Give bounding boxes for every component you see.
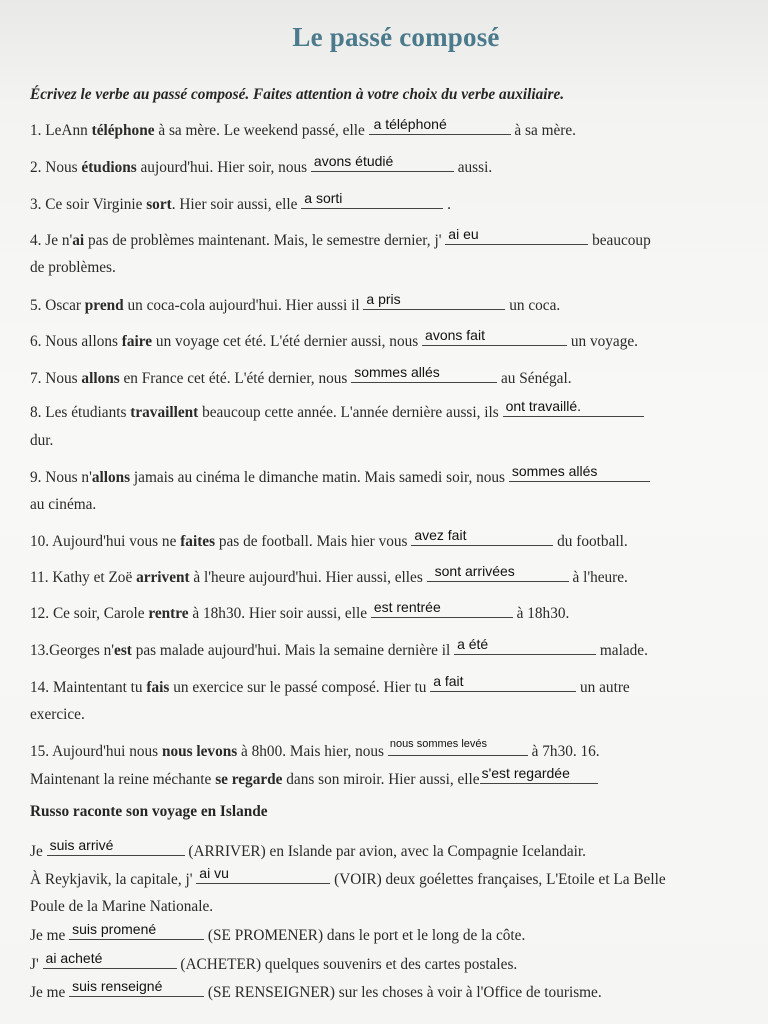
- answer-blank[interactable]: [454, 636, 596, 655]
- answer-blank[interactable]: [371, 599, 513, 618]
- answer-text[interactable]: avons fait: [425, 327, 485, 343]
- story-line-5: Je me suis renseigné (SE RENSEIGNER) sur les choses à voir à l'Office de tourisme.: [30, 978, 602, 1001]
- answer-blank[interactable]: [509, 463, 650, 482]
- answer-text[interactable]: ai eu: [448, 226, 479, 242]
- exercise-item-16: Maintenant la reine méchante se regarde dans son miroir. Hier aussi, elle s'est regardée: [30, 769, 760, 790]
- answer-blank[interactable]: [196, 865, 330, 884]
- exercise-item-5: 5. Oscar prend un coca-cola aujourd'hui. Hier aussi il a pris un coca.: [30, 291, 561, 314]
- answer-text[interactable]: s'est regardée: [481, 765, 570, 781]
- answer-blank[interactable]: [311, 153, 454, 172]
- exercise-item-6: 6. Nous allons faire un voyage cet été. L'été dernier aussi, nous avons fait un voyage.: [30, 327, 638, 350]
- answer-blank[interactable]: [69, 978, 204, 997]
- exercise-item-2: 2. Nous étudions aujourd'hui. Hier soir, nous avons étudié aussi.: [30, 153, 493, 176]
- exercise-item-1: 1. LeAnn téléphone à sa mère. Le weekend passé, elle a téléphoné à sa mère.: [30, 116, 576, 139]
- answer-text[interactable]: ai acheté: [45, 950, 103, 966]
- answer-blank[interactable]: [427, 563, 569, 582]
- answer-text[interactable]: suis renseigné: [72, 978, 163, 994]
- story-line-2-continued: Poule de la Marine Nationale.: [30, 898, 214, 915]
- exercise-item-14-continued: exercice.: [30, 706, 85, 723]
- answer-text[interactable]: a été: [457, 636, 489, 652]
- story-line-4: J' ai acheté (ACHETER) quelques souvenirs et des cartes postales.: [30, 950, 518, 973]
- answer-blank[interactable]: [43, 950, 177, 969]
- exercise-item-8: 8. Les étudiants travaillent beaucoup cette année. L'année dernière aussi, ils ont travaillé.: [30, 402, 760, 423]
- answer-text[interactable]: suis promené: [72, 921, 157, 937]
- answer-text[interactable]: sommes allés: [354, 364, 440, 380]
- exercise-item-8-continued: dur.: [30, 432, 54, 449]
- answer-text[interactable]: avons étudié: [313, 153, 394, 169]
- answer-text[interactable]: ai vu: [199, 865, 229, 881]
- answer-blank[interactable]: [480, 765, 598, 784]
- exercise-item-9: 9. Nous n'allons jamais au cinéma le dimanche matin. Mais samedi soir, nous sommes allés: [30, 467, 760, 488]
- story-line-3: Je me suis promené (SE PROMENER) dans le port et le long de la côte.: [30, 921, 526, 944]
- answer-blank[interactable]: [503, 398, 644, 417]
- verb: ai: [72, 232, 85, 249]
- section-title: Russo raconte son voyage en Islande: [30, 803, 268, 820]
- answer-blank[interactable]: [69, 921, 204, 940]
- answer-text[interactable]: avez fait: [414, 527, 467, 543]
- verb: nous levons: [161, 743, 238, 760]
- answer-text[interactable]: nous sommes levés: [389, 738, 488, 750]
- verb: faites: [180, 533, 216, 550]
- verb: sort: [146, 196, 172, 213]
- verb: est: [114, 642, 132, 659]
- answer-blank[interactable]: [411, 527, 553, 546]
- answer-text[interactable]: a téléphoné: [373, 116, 447, 132]
- exercise-item-3: 3. Ce soir Virginie sort. Hier soir aussi, elle a sorti .: [30, 190, 451, 213]
- answer-text[interactable]: a fait: [433, 673, 464, 689]
- exercise-item-4: 4. Je n'ai pas de problèmes maintenant. Mais, le semestre dernier, j' ai eu beaucoup: [30, 226, 651, 249]
- exercise-item-9-continued: au cinéma.: [30, 496, 97, 513]
- verb: rentre: [148, 605, 189, 622]
- verb: fais: [146, 679, 170, 696]
- exercise-item-15: 15. Aujourd'hui nous nous levons à 8h00. Mais hier, nous nous sommes levés à 7h30. 16.: [30, 738, 600, 760]
- exercise-item-4-continued: de problèmes.: [30, 259, 116, 276]
- verb: faire: [121, 333, 153, 350]
- answer-text[interactable]: ont travaillé.: [505, 398, 582, 414]
- page-title: Le passé composé: [292, 22, 500, 52]
- answer-text[interactable]: a sorti: [304, 190, 343, 206]
- exercise-item-13: 13.Georges n'est pas malade aujourd'hui. Mais la semaine dernière il a été malade.: [30, 636, 648, 659]
- instructions: Écrivez le verbe au passé composé. Faites attention à votre choix du verbe auxiliaire.: [30, 86, 565, 103]
- answer-blank[interactable]: [351, 364, 497, 383]
- exercise-item-10: 10. Aujourd'hui vous ne faites pas de football. Mais hier vous avez fait du football.: [30, 527, 628, 550]
- answer-blank[interactable]: [47, 837, 185, 856]
- verb: travaillent: [130, 404, 199, 421]
- answer-blank[interactable]: [388, 738, 528, 756]
- story-line-2: À Reykjavik, la capitale, j' ai vu (VOIR) deux goélettes françaises, L'Etoile et La Belle: [30, 865, 666, 888]
- answer-blank[interactable]: [422, 327, 567, 346]
- verb: allons: [91, 469, 131, 486]
- answer-text[interactable]: a pris: [366, 291, 401, 307]
- answer-blank[interactable]: [430, 673, 576, 692]
- exercise-item-7: 7. Nous allons en France cet été. L'été dernier, nous sommes allés au Sénégal.: [30, 364, 572, 387]
- answer-text[interactable]: sont arrivées: [434, 563, 515, 579]
- answer-blank[interactable]: [445, 226, 588, 245]
- answer-blank[interactable]: [363, 291, 505, 310]
- verb: étudions: [81, 159, 137, 176]
- exercise-item-12: 12. Ce soir, Carole rentre à 18h30. Hier soir aussi, elle est rentrée à 18h30.: [30, 599, 570, 622]
- answer-blank[interactable]: [369, 116, 511, 135]
- answer-text[interactable]: est rentrée: [373, 599, 441, 615]
- exercise-item-11: 11. Kathy et Zoë arrivent à l'heure aujourd'hui. Hier aussi, elles sont arrivées à l'heure.: [30, 563, 628, 586]
- answer-text[interactable]: sommes allés: [511, 463, 598, 479]
- exercise-item-14: 14. Maintentant tu fais un exercice sur le passé composé. Hier tu a fait un autre: [30, 673, 630, 696]
- story-line-1: Je suis arrivé (ARRIVER) en Islande par avion, avec la Compagnie Icelandair.: [30, 837, 586, 860]
- verb: arrivent: [136, 569, 190, 586]
- verb: allons: [81, 370, 120, 387]
- verb: prend: [84, 297, 124, 314]
- verb: téléphone: [91, 122, 155, 139]
- verb: se regarde: [215, 771, 283, 788]
- answer-blank[interactable]: [301, 190, 443, 209]
- answer-text[interactable]: suis arrivé: [49, 837, 114, 853]
